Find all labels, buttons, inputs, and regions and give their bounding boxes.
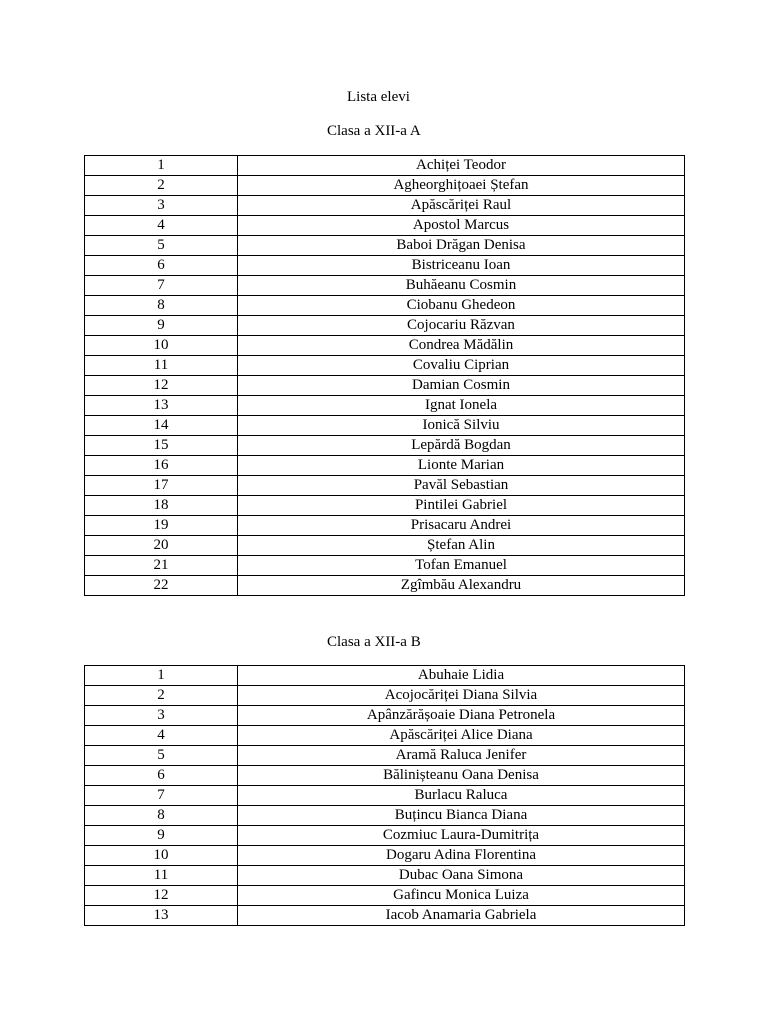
student-name: Dubac Oana Simona: [238, 866, 685, 886]
table-row: [85, 276, 685, 296]
student-number: 6: [85, 256, 238, 276]
student-number: 2: [85, 686, 238, 706]
student-number: 8: [85, 296, 238, 316]
student-number: 20: [85, 536, 238, 556]
student-name: Buțincu Bianca Diana: [238, 806, 685, 826]
student-name: Condrea Mădălin: [238, 336, 685, 356]
student-name: Damian Cosmin: [238, 376, 685, 396]
student-name: Lionte Marian: [238, 456, 685, 476]
student-number: 9: [85, 316, 238, 336]
student-number: 3: [85, 706, 238, 726]
table-row: [85, 176, 685, 196]
student-name: Pavăl Sebastian: [238, 476, 685, 496]
table-row: [85, 356, 685, 376]
student-name: Bălinișteanu Oana Denisa: [238, 766, 685, 786]
student-name: Dogaru Adina Florentina: [238, 846, 685, 866]
table-row: [85, 786, 685, 806]
student-number: 7: [85, 276, 238, 296]
class-a-table-body: [85, 156, 685, 596]
student-number: 8: [85, 806, 238, 826]
student-number: 11: [85, 866, 238, 886]
student-number: 12: [85, 376, 238, 396]
student-number: 1: [85, 156, 238, 176]
student-number: 5: [85, 746, 238, 766]
student-name: Apăscăriței Raul: [238, 196, 685, 216]
student-name: Ciobanu Ghedeon: [238, 296, 685, 316]
student-number: 9: [85, 826, 238, 846]
student-number: 21: [85, 556, 238, 576]
student-number: 10: [85, 846, 238, 866]
student-name: Prisacaru Andrei: [238, 516, 685, 536]
table-row: [85, 576, 685, 596]
table-row: [85, 866, 685, 886]
class-a-student-table: [84, 155, 685, 596]
table-row: [85, 826, 685, 846]
table-row: [85, 806, 685, 826]
student-number: 6: [85, 766, 238, 786]
student-number: 17: [85, 476, 238, 496]
class-b-student-table: [84, 665, 685, 926]
table-row: [85, 376, 685, 396]
table-row: [85, 476, 685, 496]
table-row: [85, 336, 685, 356]
student-number: 10: [85, 336, 238, 356]
table-row: [85, 496, 685, 516]
student-name: Iacob Anamaria Gabriela: [238, 906, 685, 926]
student-number: 4: [85, 216, 238, 236]
table-row: [85, 746, 685, 766]
student-number: 3: [85, 196, 238, 216]
table-row: [85, 846, 685, 866]
student-number: 4: [85, 726, 238, 746]
student-number: 13: [85, 906, 238, 926]
class-a-heading: Clasa a XII-a A: [327, 123, 421, 139]
student-name: Agheorghițoaei Ștefan: [238, 176, 685, 196]
document-title: Lista elevi: [347, 89, 410, 105]
student-name: Baboi Drăgan Denisa: [238, 236, 685, 256]
student-number: 2: [85, 176, 238, 196]
student-name: Pintilei Gabriel: [238, 496, 685, 516]
student-number: 16: [85, 456, 238, 476]
student-number: 18: [85, 496, 238, 516]
student-name: Burlacu Raluca: [238, 786, 685, 806]
student-name: Cojocariu Răzvan: [238, 316, 685, 336]
student-name: Bistriceanu Ioan: [238, 256, 685, 276]
table-row: [85, 706, 685, 726]
student-name: Gafincu Monica Luiza: [238, 886, 685, 906]
student-name: Covaliu Ciprian: [238, 356, 685, 376]
student-name: Lepărdă Bogdan: [238, 436, 685, 456]
student-number: 11: [85, 356, 238, 376]
table-row: [85, 236, 685, 256]
student-number: 19: [85, 516, 238, 536]
table-row: [85, 726, 685, 746]
table-row: [85, 906, 685, 926]
student-name: Achiței Teodor: [238, 156, 685, 176]
student-name: Zgîmbău Alexandru: [238, 576, 685, 596]
table-row: [85, 886, 685, 906]
student-name: Ionică Silviu: [238, 416, 685, 436]
student-number: 7: [85, 786, 238, 806]
student-number: 15: [85, 436, 238, 456]
table-row: [85, 256, 685, 276]
student-number: 12: [85, 886, 238, 906]
table-row: [85, 416, 685, 436]
table-row: [85, 316, 685, 336]
student-name: Ignat Ionela: [238, 396, 685, 416]
student-name: Apăscăriței Alice Diana: [238, 726, 685, 746]
class-b-heading: Clasa a XII-a B: [327, 634, 421, 650]
student-name: Aramă Raluca Jenifer: [238, 746, 685, 766]
table-row: [85, 456, 685, 476]
student-number: 1: [85, 666, 238, 686]
student-number: 5: [85, 236, 238, 256]
table-row: [85, 296, 685, 316]
table-row: [85, 686, 685, 706]
table-row: [85, 556, 685, 576]
student-name: Cozmiuc Laura-Dumitrița: [238, 826, 685, 846]
table-row: [85, 156, 685, 176]
student-number: 13: [85, 396, 238, 416]
class-b-table-body: [85, 666, 685, 926]
student-name: Buhăeanu Cosmin: [238, 276, 685, 296]
table-row: [85, 666, 685, 686]
table-row: [85, 766, 685, 786]
student-name: Ștefan Alin: [238, 536, 685, 556]
student-number: 22: [85, 576, 238, 596]
student-name: Abuhaie Lidia: [238, 666, 685, 686]
student-name: Acojocăriței Diana Silvia: [238, 686, 685, 706]
student-name: Tofan Emanuel: [238, 556, 685, 576]
student-name: Apostol Marcus: [238, 216, 685, 236]
table-row: [85, 216, 685, 236]
table-row: [85, 516, 685, 536]
student-name: Apânzărășoaie Diana Petronela: [238, 706, 685, 726]
table-row: [85, 436, 685, 456]
table-row: [85, 536, 685, 556]
table-row: [85, 396, 685, 416]
table-row: [85, 196, 685, 216]
student-number: 14: [85, 416, 238, 436]
